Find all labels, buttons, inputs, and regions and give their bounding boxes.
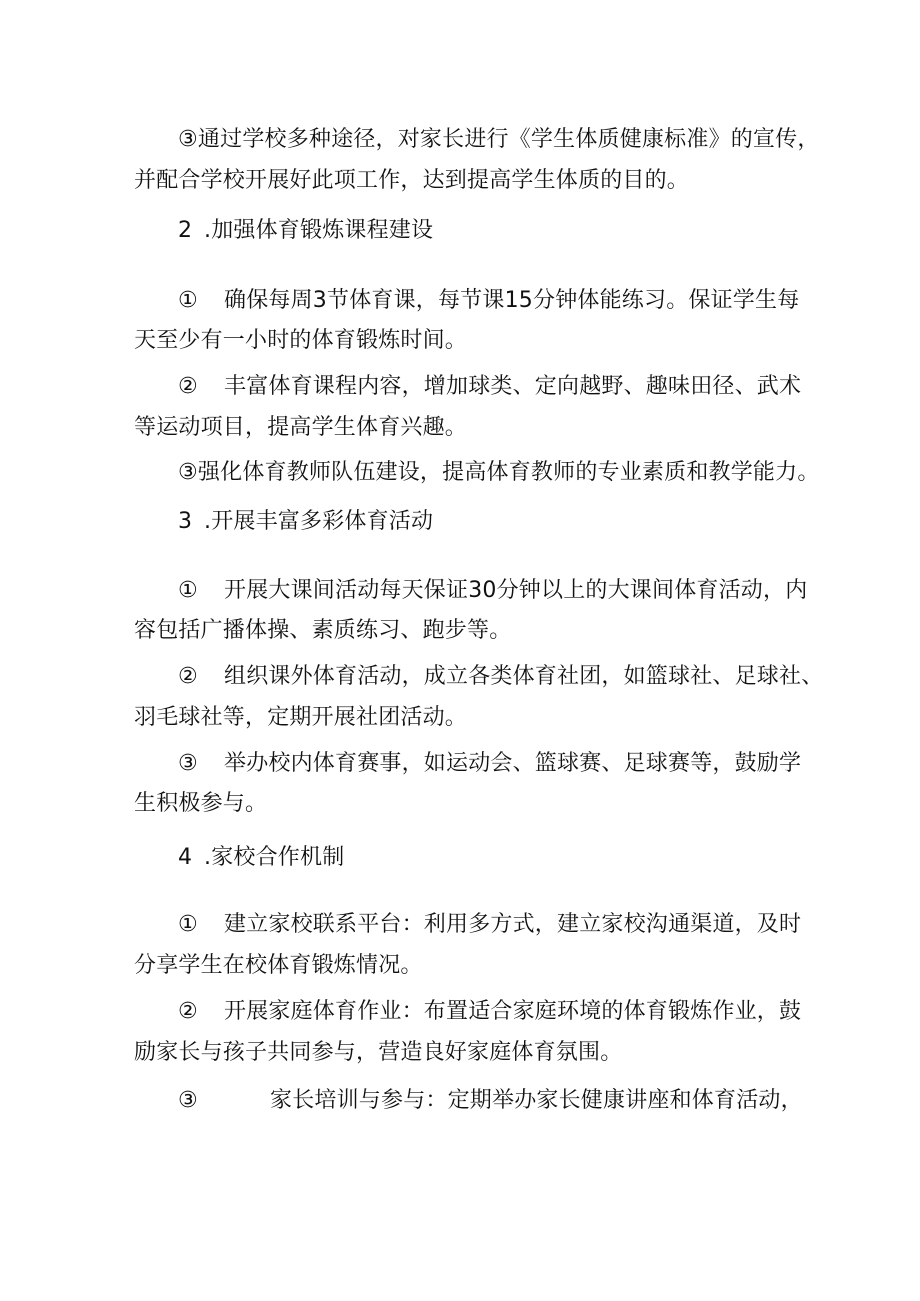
paragraph-line: 分享学生在校体育锻炼情况。 [134,953,423,978]
section-heading-3 [178,508,433,536]
paragraph-line: 生积极参与。 [134,791,268,816]
list-item [178,373,801,401]
list-marker: ① [178,578,198,603]
paragraph-line: 羽毛球社等，定期开展社团活动。 [134,705,468,730]
section-number: 4 [178,845,193,870]
list-text: 建立家校联系平台：利用多方式，建立家校沟通渠道，及时 [224,912,802,937]
list-marker: ③ [178,1088,198,1113]
paragraph-line: 并配合学校开展好此项工作，达到提高学生体质的目的。 [134,168,690,193]
list-marker: ② [178,999,198,1024]
list-item [178,998,801,1026]
paragraph-line: 等运动项目，提高学生体育兴趣。 [134,415,468,440]
list-item [178,750,801,778]
paragraph-line: 天至少有一小时的体育锻炼时间。 [134,328,468,353]
list-item [178,287,799,315]
list-text: 丰富体育课程内容，增加球类、定向越野、趣味田径、武术 [224,374,802,399]
section-heading-2 [178,217,433,245]
list-text: 开展家庭体育作业：布置适合家庭环境的体育锻炼作业，鼓 [224,999,802,1024]
list-marker: ③ [178,751,198,776]
paragraph-line: 容包括广播体操、素质练习、跑步等。 [134,618,512,643]
section-number: 3 [178,509,193,534]
list-item [178,577,807,605]
list-text: 组织课外体育活动，成立各类体育社团，如篮球社、足球社、 [224,664,824,689]
section-number: 2 [178,218,193,243]
paragraph-line: ③通过学校多种途径，对家长进行《学生体质健康标准》的宣传， [178,127,820,152]
section-heading-4 [178,844,344,872]
list-text: 举办校内体育赛事，如运动会、篮球赛、足球赛等，鼓励学 [224,751,802,776]
paragraph-line: ③强化体育教师队伍建设，提高体育教师的专业素质和教学能力。 [178,460,820,485]
list-item [178,911,801,939]
list-text: 确保每周3节体育课，每节课15分钟体能练习。保证学生每 [224,288,800,313]
list-item [178,663,823,691]
list-item [178,1087,803,1115]
list-marker: ① [178,912,198,937]
list-text: 家长培训与参与：定期举办家长健康讲座和体育活动， [270,1088,803,1113]
section-title: .家校合作机制 [204,845,345,870]
list-marker: ① [178,288,198,313]
list-marker: ② [178,664,198,689]
paragraph-line: 励家长与孩子共同参与，营造良好家庭体育氛围。 [134,1040,623,1065]
list-text: 开展大课间活动每天保证30分钟以上的大课间体育活动，内 [224,578,808,603]
section-title: .加强体育锻炼课程建设 [204,218,434,243]
list-marker: ② [178,374,198,399]
section-title: .开展丰富多彩体育活动 [204,509,434,534]
